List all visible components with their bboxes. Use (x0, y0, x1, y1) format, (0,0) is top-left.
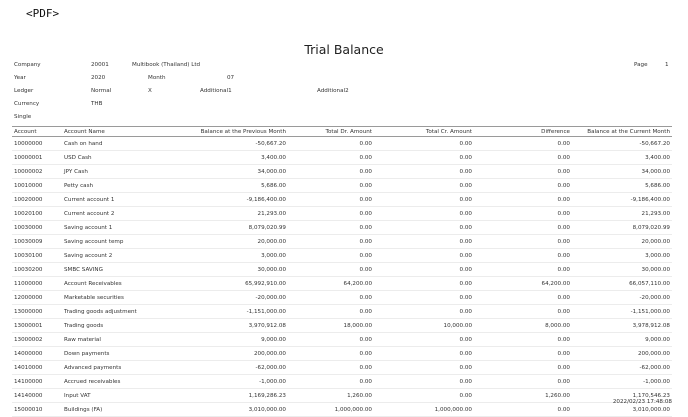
table-row (12, 179, 672, 193)
cell-current-balance: 3,010,000.00 (572, 403, 672, 417)
col-difference: Difference (474, 127, 572, 137)
table-row (12, 137, 672, 151)
cell-account: 12000000 (12, 291, 62, 305)
cell-account: 13000001 (12, 319, 62, 333)
col-total-cr: Total Cr. Amount (374, 127, 474, 137)
cell-prev-balance: -9,186,400.00 (162, 193, 288, 207)
cell-current-balance: 3,400.00 (572, 151, 672, 165)
table-row (12, 403, 672, 417)
additional1-label: Additional1 (200, 88, 232, 94)
cell-difference: 0.00 (474, 333, 572, 347)
month-label: Month (148, 75, 166, 81)
cell-current-balance: -1,151,000.00 (572, 305, 672, 319)
cell-total-cr: 0.00 (374, 263, 474, 277)
col-current-balance: Balance at the Current Month (572, 127, 672, 137)
table-row (12, 291, 672, 305)
table-row (12, 333, 672, 347)
cell-total-dr: 18,000.00 (288, 319, 374, 333)
cell-prev-balance: 1,169,286.23 (162, 389, 288, 403)
cell-current-balance: -20,000.00 (572, 291, 672, 305)
cell-current-balance: -9,186,400.00 (572, 193, 672, 207)
single-label: Single (14, 114, 32, 120)
cell-account-name: Down payments (62, 347, 162, 361)
cell-total-cr: 0.00 (374, 277, 474, 291)
cell-account-name: Advanced payments (62, 361, 162, 375)
col-account-name: Account Name (62, 127, 162, 137)
table-row (12, 263, 672, 277)
cell-account-name: SMBC SAVING (62, 263, 162, 277)
currency-label: Currency (14, 101, 40, 107)
cell-total-cr: 0.00 (374, 179, 474, 193)
cell-difference: 0.00 (474, 165, 572, 179)
cell-prev-balance: -20,000.00 (162, 291, 288, 305)
cell-account-name: Raw material (62, 333, 162, 347)
cell-total-cr: 0.00 (374, 137, 474, 151)
cell-difference: 0.00 (474, 193, 572, 207)
cell-account: 14140000 (12, 389, 62, 403)
cell-account: 10000000 (12, 137, 62, 151)
cell-account: 10020000 (12, 193, 62, 207)
cell-current-balance: 20,000.00 (572, 235, 672, 249)
cell-prev-balance: 34,000.00 (162, 165, 288, 179)
cell-total-cr: 0.00 (374, 361, 474, 375)
cell-current-balance: -1,000.00 (572, 375, 672, 389)
cell-total-dr: 0.00 (288, 235, 374, 249)
cell-total-dr: 0.00 (288, 305, 374, 319)
ledger-label: Ledger (14, 88, 34, 94)
cell-prev-balance: 21,293.00 (162, 207, 288, 221)
year-value: 2020 (91, 75, 106, 81)
cell-prev-balance: 8,079,020.99 (162, 221, 288, 235)
cell-account-name: Account Receivables (62, 277, 162, 291)
cell-difference: 8,000.00 (474, 319, 572, 333)
col-prev-balance: Balance at the Previous Month (162, 127, 288, 137)
cell-total-dr: 0.00 (288, 291, 374, 305)
table-row (12, 207, 672, 221)
cell-prev-balance: 3,400.00 (162, 151, 288, 165)
cell-total-cr: 0.00 (374, 389, 474, 403)
cell-total-dr: 0.00 (288, 207, 374, 221)
cell-total-dr: 0.00 (288, 137, 374, 151)
cell-account: 10030009 (12, 235, 62, 249)
cell-difference: 0.00 (474, 179, 572, 193)
cell-difference: 0.00 (474, 235, 572, 249)
cell-difference: 0.00 (474, 249, 572, 263)
cell-account: 13000002 (12, 333, 62, 347)
table-row (12, 375, 672, 389)
cell-total-cr: 0.00 (374, 249, 474, 263)
cell-total-cr: 0.00 (374, 333, 474, 347)
cell-account-name: USD Cash (62, 151, 162, 165)
ledger-value: Normal (91, 88, 112, 94)
cell-prev-balance: 5,686.00 (162, 179, 288, 193)
table-row (12, 249, 672, 263)
cell-current-balance: -50,667.20 (572, 137, 672, 151)
cell-prev-balance: -1,000.00 (162, 375, 288, 389)
cell-current-balance: 30,000.00 (572, 263, 672, 277)
cell-total-dr: 0.00 (288, 263, 374, 277)
cell-total-dr: 0.00 (288, 347, 374, 361)
cell-current-balance: 3,978,912.08 (572, 319, 672, 333)
cell-account-name: Trading goods (62, 319, 162, 333)
cell-prev-balance: -1,151,000.00 (162, 305, 288, 319)
trial-balance-table (12, 126, 672, 417)
cell-total-dr: 0.00 (288, 221, 374, 235)
cell-total-cr: 0.00 (374, 291, 474, 305)
pdf-label: <PDF> (26, 7, 60, 20)
cell-total-dr: 0.00 (288, 193, 374, 207)
cell-prev-balance: 200,000.00 (162, 347, 288, 361)
cell-total-dr: 0.00 (288, 333, 374, 347)
cell-current-balance: 21,293.00 (572, 207, 672, 221)
cell-current-balance: 66,057,110.00 (572, 277, 672, 291)
cell-difference: 0.00 (474, 151, 572, 165)
table-row (12, 277, 672, 291)
table-row (12, 165, 672, 179)
cell-difference: 0.00 (474, 347, 572, 361)
cell-account-name: JPY Cash (62, 165, 162, 179)
cell-total-cr: 0.00 (374, 207, 474, 221)
cell-account-name: Petty cash (62, 179, 162, 193)
cell-account: 10030100 (12, 249, 62, 263)
cell-total-cr: 10,000.00 (374, 319, 474, 333)
cell-current-balance: 1,170,546.23 (572, 389, 672, 403)
cell-account: 10000002 (12, 165, 62, 179)
company-code: 20001 (91, 62, 109, 68)
cell-total-cr: 0.00 (374, 221, 474, 235)
table-row (12, 319, 672, 333)
cell-account-name: Marketable securities (62, 291, 162, 305)
cell-current-balance: 34,000.00 (572, 165, 672, 179)
cell-difference: 0.00 (474, 305, 572, 319)
cell-prev-balance: -62,000.00 (162, 361, 288, 375)
col-total-dr: Total Dr. Amount (288, 127, 374, 137)
table-row (12, 305, 672, 319)
ledger-x: X (148, 88, 152, 94)
company-label: Company (14, 62, 41, 68)
additional2-label: Additional2 (317, 88, 349, 94)
cell-total-cr: 0.00 (374, 151, 474, 165)
cell-difference: 0.00 (474, 207, 572, 221)
cell-current-balance: 9,000.00 (572, 333, 672, 347)
cell-total-dr: 1,000,000.00 (288, 403, 374, 417)
page-label: Page (634, 62, 648, 68)
cell-account: 15000010 (12, 403, 62, 417)
cell-current-balance: 8,079,020.99 (572, 221, 672, 235)
cell-account: 11000000 (12, 277, 62, 291)
cell-account-name: Saving account 2 (62, 249, 162, 263)
cell-difference: 0.00 (474, 375, 572, 389)
cell-account-name: Saving account 1 (62, 221, 162, 235)
cell-total-cr: 0.00 (374, 165, 474, 179)
cell-total-dr: 0.00 (288, 151, 374, 165)
cell-difference: 0.00 (474, 221, 572, 235)
cell-prev-balance: 20,000.00 (162, 235, 288, 249)
cell-current-balance: -62,000.00 (572, 361, 672, 375)
cell-prev-balance: 65,992,910.00 (162, 277, 288, 291)
cell-account-name: Current account 1 (62, 193, 162, 207)
cell-total-dr: 0.00 (288, 249, 374, 263)
table-row (12, 361, 672, 375)
report-title: Trial Balance (304, 42, 384, 57)
table-row (12, 221, 672, 235)
table-header-row (12, 127, 672, 137)
company-name: Multibook (Thailand) Ltd (132, 62, 201, 68)
table-row (12, 151, 672, 165)
cell-prev-balance: -50,667.20 (162, 137, 288, 151)
cell-total-cr: 0.00 (374, 193, 474, 207)
cell-account: 10030000 (12, 221, 62, 235)
cell-prev-balance: 9,000.00 (162, 333, 288, 347)
table-row (12, 193, 672, 207)
col-account: Account (12, 127, 62, 137)
cell-account: 10010000 (12, 179, 62, 193)
cell-difference: 0.00 (474, 361, 572, 375)
cell-total-cr: 1,000,000.00 (374, 403, 474, 417)
cell-account-name: Accrued receivables (62, 375, 162, 389)
cell-account: 13000000 (12, 305, 62, 319)
cell-current-balance: 3,000.00 (572, 249, 672, 263)
cell-prev-balance: 3,010,000.00 (162, 403, 288, 417)
cell-account: 14100000 (12, 375, 62, 389)
cell-total-dr: 0.00 (288, 165, 374, 179)
cell-difference: 0.00 (474, 263, 572, 277)
cell-difference: 0.00 (474, 403, 572, 417)
cell-total-cr: 0.00 (374, 347, 474, 361)
cell-difference: 1,260.00 (474, 389, 572, 403)
cell-account-name: Saving account temp (62, 235, 162, 249)
cell-current-balance: 200,000.00 (572, 347, 672, 361)
cell-account-name: Current account 2 (62, 207, 162, 221)
table-body (12, 137, 672, 417)
currency-value: THB (91, 101, 103, 107)
month-value: 07 (227, 75, 235, 81)
cell-total-dr: 0.00 (288, 179, 374, 193)
cell-total-cr: 0.00 (374, 235, 474, 249)
table-row (12, 235, 672, 249)
cell-total-cr: 0.00 (374, 305, 474, 319)
cell-current-balance: 5,686.00 (572, 179, 672, 193)
cell-account: 10000001 (12, 151, 62, 165)
cell-total-dr: 0.00 (288, 375, 374, 389)
cell-prev-balance: 30,000.00 (162, 263, 288, 277)
cell-difference: 0.00 (474, 137, 572, 151)
cell-total-cr: 0.00 (374, 375, 474, 389)
print-timestamp: 2022/02/23 17:48:08 (612, 399, 672, 405)
page-number: 1 (665, 62, 669, 68)
cell-prev-balance: 3,000.00 (162, 249, 288, 263)
cell-account-name: Buildings (FA) (62, 403, 162, 417)
cell-account: 14010000 (12, 361, 62, 375)
cell-account-name: Cash on hand (62, 137, 162, 151)
year-label: Year (14, 75, 26, 81)
cell-total-dr: 0.00 (288, 361, 374, 375)
cell-total-dr: 1,260.00 (288, 389, 374, 403)
cell-difference: 64,200.00 (474, 277, 572, 291)
cell-account: 10020100 (12, 207, 62, 221)
cell-prev-balance: 3,970,912.08 (162, 319, 288, 333)
table-row (12, 347, 672, 361)
table-row (12, 389, 672, 403)
cell-difference: 0.00 (474, 291, 572, 305)
cell-account: 10030200 (12, 263, 62, 277)
cell-account: 14000000 (12, 347, 62, 361)
cell-account-name: Trading goods adjustment (62, 305, 162, 319)
cell-account-name: Input VAT (62, 389, 162, 403)
cell-total-dr: 64,200.00 (288, 277, 374, 291)
